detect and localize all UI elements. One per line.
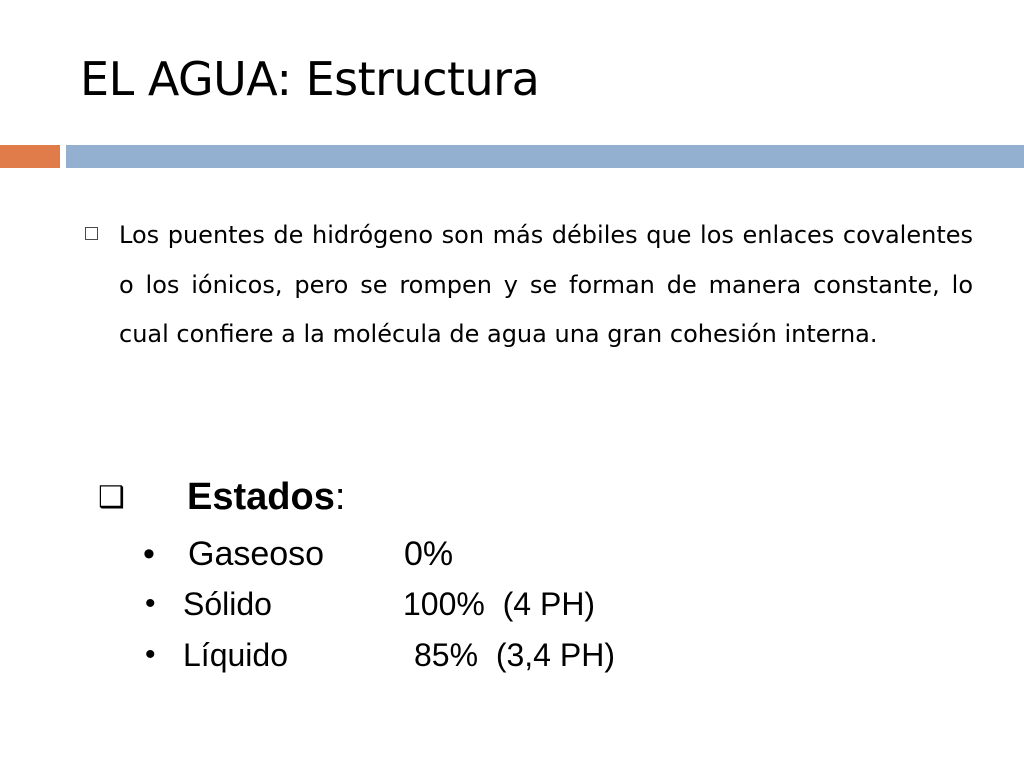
state-value: 0%	[404, 534, 454, 573]
state-name: Sólido	[183, 585, 272, 622]
title-underline-bar	[66, 145, 1024, 168]
state-value: 85% (3,4 PH)	[414, 636, 615, 673]
state-value: 100% (4 PH)	[403, 585, 596, 622]
state-row-gaseoso	[0, 534, 1024, 574]
estados-label: Estados	[187, 475, 335, 518]
state-name: Gaseoso	[188, 534, 325, 573]
state-row-liquido	[0, 635, 1024, 675]
list-bullet: •	[145, 587, 156, 620]
estados-colon: :	[334, 475, 346, 518]
accent-bar	[0, 145, 60, 168]
bullet-paragraph: Los puentes de hidrógeno son más débiles que los enlaces covalentes o los iónicos, pero se rompen y se forman de manera constante, lo cual confiere a la molécula de agua una gran cohesión interna.	[119, 221, 973, 348]
slide-title: EL AGUA: Estructura	[80, 52, 540, 106]
square-bullet-icon	[85, 227, 98, 240]
checkbox-bullet-icon: ❑	[98, 479, 125, 515]
list-bullet: •	[143, 534, 155, 573]
state-name: Líquido	[183, 636, 288, 673]
bullet-item	[85, 211, 973, 360]
estados-heading	[98, 472, 345, 522]
list-bullet: •	[145, 638, 156, 671]
state-row-solido	[0, 584, 1024, 624]
